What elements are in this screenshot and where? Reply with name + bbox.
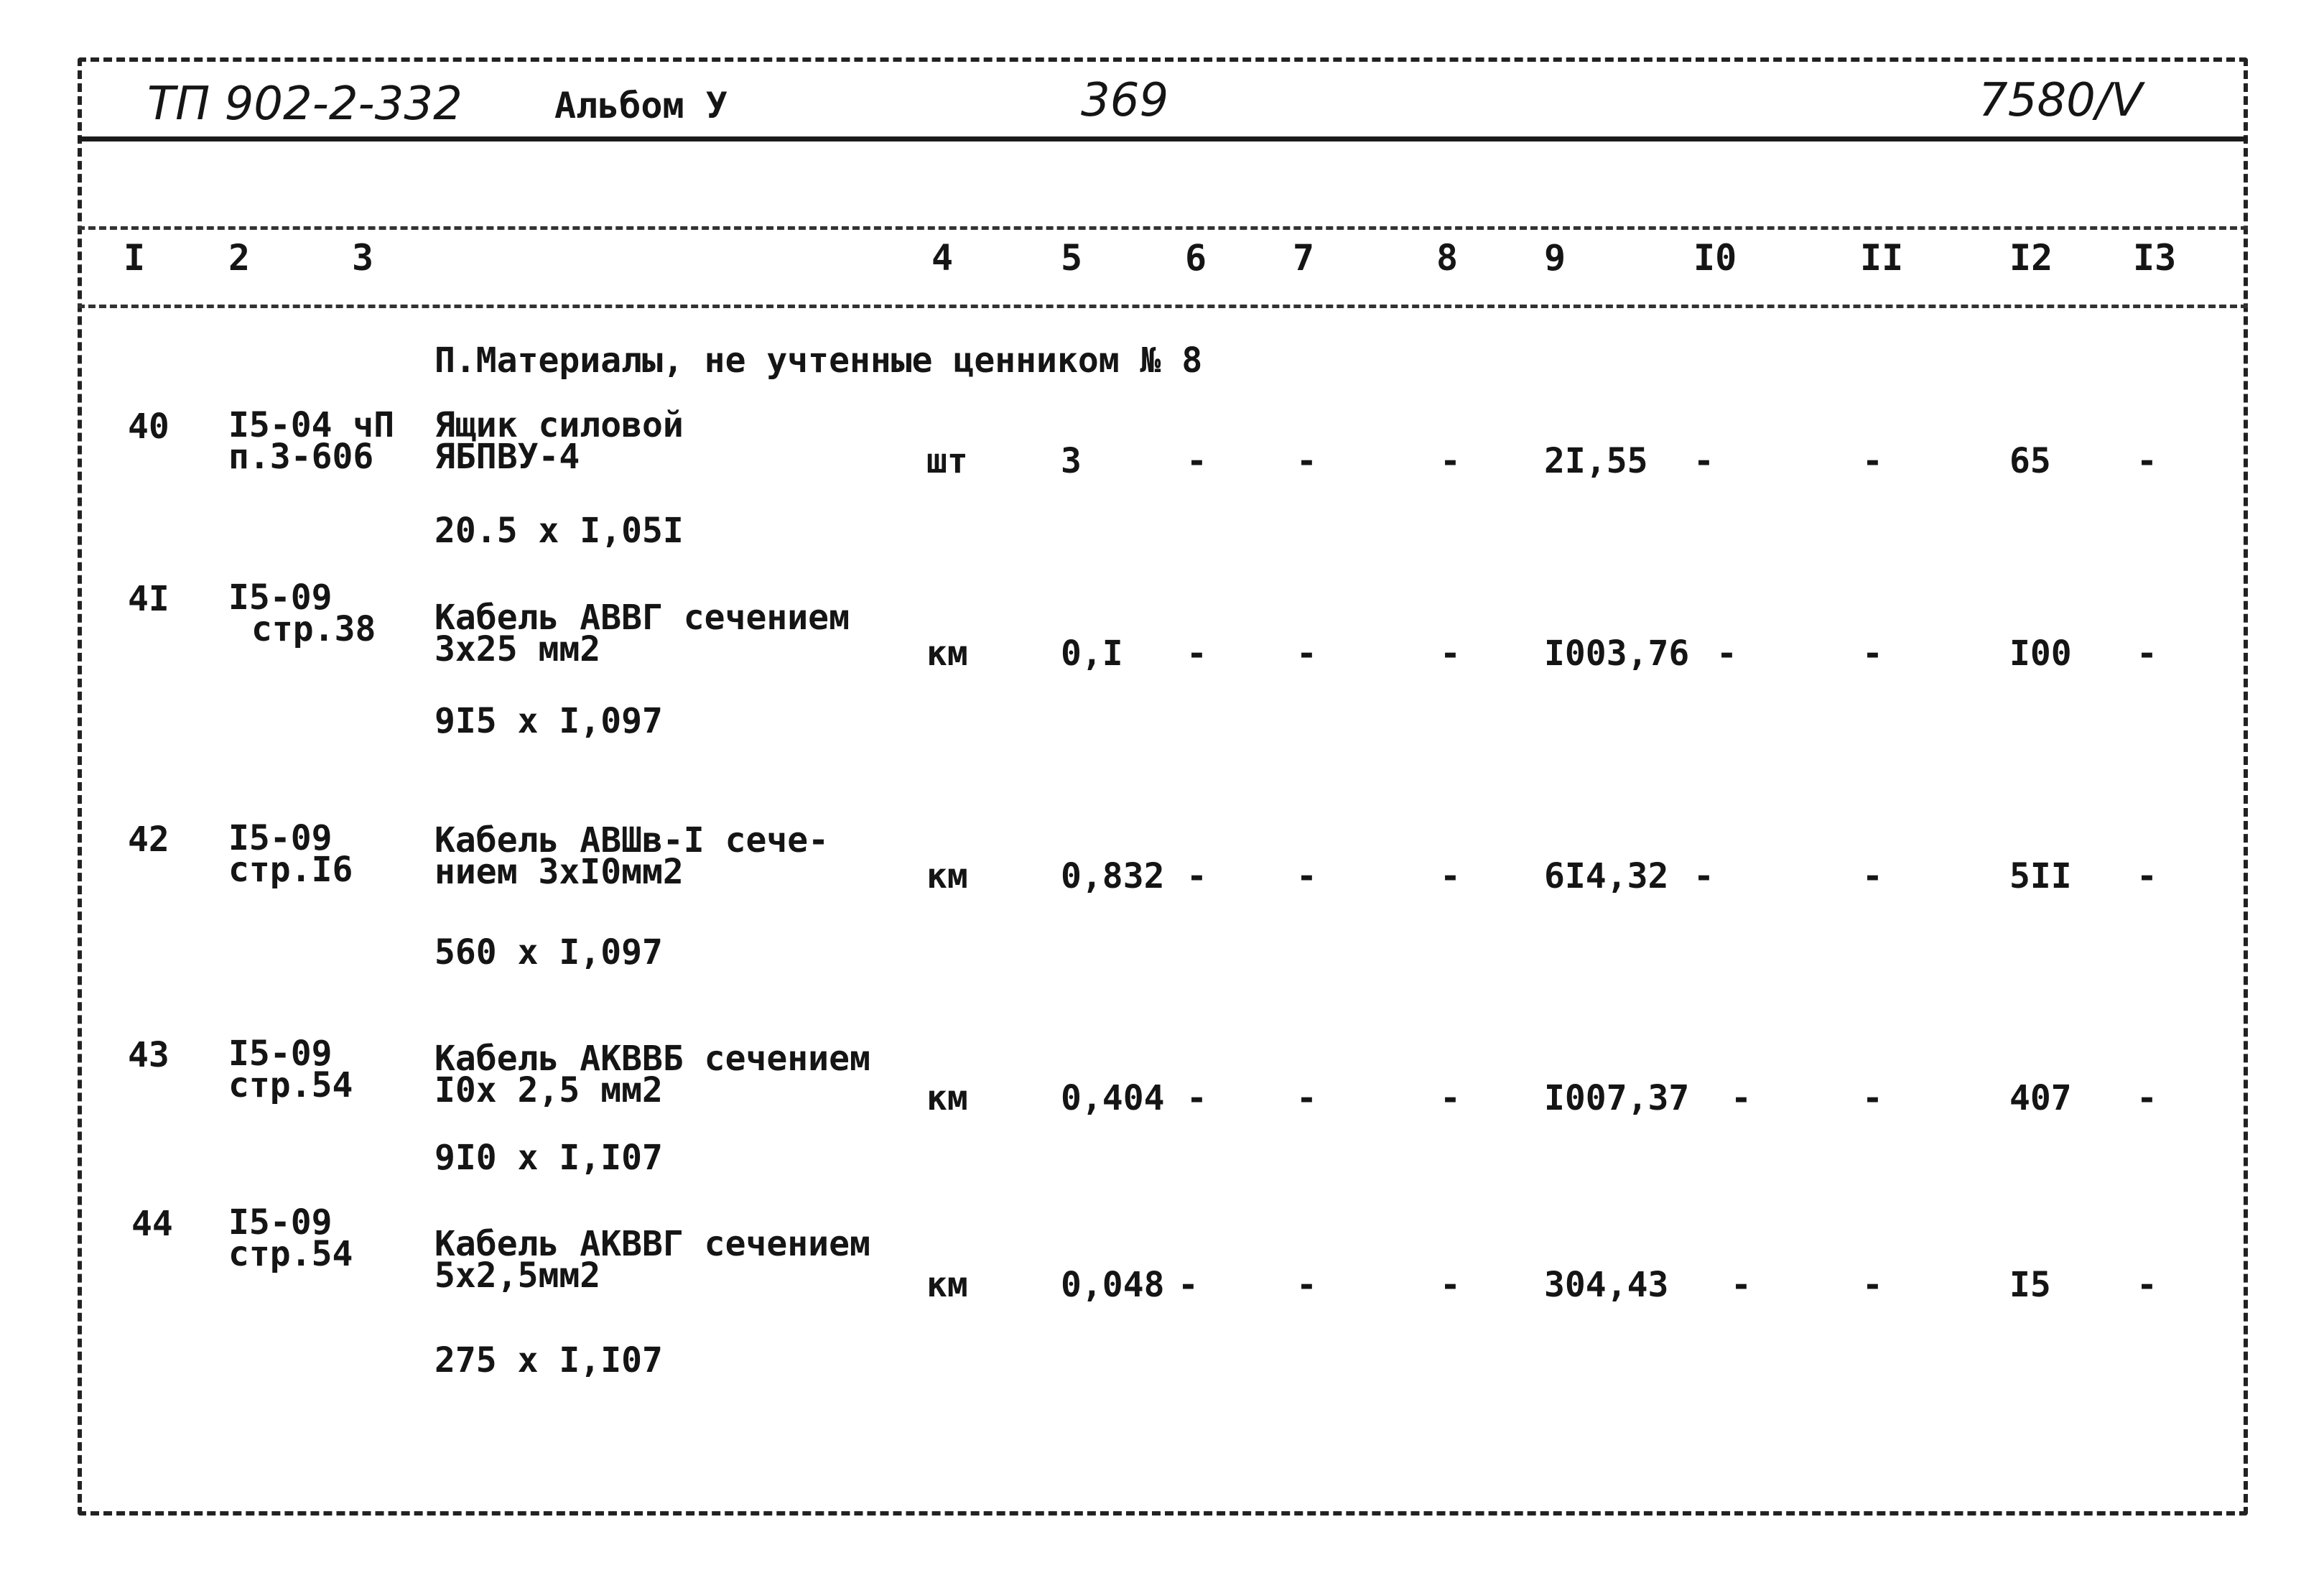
col-12-value: I5 — [2009, 1265, 2051, 1305]
unit: км — [926, 856, 968, 896]
col-header-10: I0 — [1693, 237, 1737, 279]
item-name-line-1: Ящик силовой — [434, 405, 684, 445]
col-11-value: - — [1862, 1078, 1883, 1118]
unit: шт — [926, 441, 968, 481]
item-name-line-2: ЯБПВУ-4 — [434, 437, 580, 478]
col-12-value: 65 — [2009, 441, 2051, 481]
col-11-value: - — [1862, 1265, 1883, 1305]
col-7-value: - — [1296, 633, 1317, 674]
col-11-value: - — [1862, 441, 1883, 481]
col-13-value: - — [2137, 1265, 2157, 1305]
price-code — [228, 1034, 353, 1106]
col-8-value: - — [1440, 441, 1461, 481]
col-10-value: - — [1731, 1078, 1752, 1118]
col-7-value: - — [1296, 441, 1317, 481]
album-label: Альбом У — [554, 85, 728, 126]
col-8-value: - — [1440, 1078, 1461, 1118]
price-formula: 9I0 х I,I07 — [434, 1138, 663, 1178]
col-header-8: 8 — [1436, 237, 1459, 279]
col-header-11: II — [1860, 237, 1904, 279]
col-6-value: - — [1186, 856, 1207, 896]
quantity: 3 — [1061, 441, 1082, 481]
price-code — [228, 818, 353, 891]
item-name — [434, 1039, 870, 1111]
unit-price: I003,76 — [1544, 633, 1690, 674]
unit-price: 2I,55 — [1544, 441, 1648, 481]
price-code-line-2: стр.54 — [228, 1234, 353, 1275]
project-code: ТП 902-2-332 — [147, 78, 463, 131]
col-header-13: I3 — [2133, 237, 2177, 279]
price-formula: 560 х I,097 — [434, 932, 663, 973]
price-code-line-2: стр.I6 — [228, 850, 353, 891]
item-name-line-1: Кабель АКВВБ сечением — [434, 1039, 870, 1079]
col-7-value: - — [1296, 1265, 1317, 1305]
price-code-line-1: I5-09 — [228, 1202, 333, 1243]
item-name-line-2: I0х 2,5 мм2 — [434, 1070, 663, 1111]
sheet-code: 7580/V — [1979, 74, 2143, 127]
quantity: 0,I — [1061, 633, 1123, 674]
col-header-4: 4 — [931, 237, 954, 279]
col-6-value: - — [1186, 441, 1207, 481]
item-name-line-2: 3х25 мм2 — [434, 629, 601, 670]
price-code-line-1: I5-09 — [228, 577, 333, 618]
price-code-line-1: I5-04 чП — [228, 405, 395, 445]
price-code-line-1: I5-09 — [228, 1034, 333, 1074]
col-8-value: - — [1440, 633, 1461, 674]
price-code-line-2: стр.54 — [228, 1065, 353, 1106]
col-13-value: - — [2137, 856, 2157, 896]
page-number: 369 — [1081, 74, 1169, 127]
price-code-line-2: п.3-606 — [228, 437, 374, 478]
row-number: 40 — [128, 407, 169, 447]
col-12-value: I00 — [2009, 633, 2072, 674]
col-header-3: 3 — [352, 237, 374, 279]
col-13-value: - — [2137, 441, 2157, 481]
col-header-7: 7 — [1293, 237, 1315, 279]
col-10-value: - — [1716, 633, 1737, 674]
price-code — [228, 405, 395, 478]
price-formula: 9I5 х I,097 — [434, 701, 663, 741]
col-header-9: 9 — [1544, 237, 1566, 279]
item-name — [434, 820, 829, 893]
col-12-value: 5II — [2009, 856, 2072, 896]
col-header-12: I2 — [2009, 237, 2053, 279]
price-code — [228, 577, 376, 650]
row-number: 44 — [131, 1204, 173, 1244]
col-13-value: - — [2137, 633, 2157, 674]
col-header-2: 2 — [228, 237, 251, 279]
col-6-value: - — [1186, 633, 1207, 674]
unit-price: 6I4,32 — [1544, 856, 1669, 896]
col-11-value: - — [1862, 633, 1883, 674]
col-6-value: - — [1186, 1078, 1207, 1118]
item-name-line-1: Кабель АКВВГ сечением — [434, 1224, 870, 1264]
item-name-line-1: Кабель АВВГ сечением — [434, 598, 850, 638]
unit: км — [926, 1265, 968, 1305]
col-7-value: - — [1296, 856, 1317, 896]
unit: км — [926, 633, 968, 674]
item-name-line-1: Кабель АВШв-I сече- — [434, 820, 829, 860]
item-name — [434, 598, 850, 670]
price-formula: 20.5 х I,05I — [434, 511, 684, 551]
header-rule — [78, 136, 2248, 141]
column-header-top-rule — [78, 226, 2248, 230]
item-name-line-2: нием 3хI0мм2 — [434, 852, 684, 893]
unit-price: I007,37 — [1544, 1078, 1690, 1118]
quantity: 0,832 — [1061, 856, 1165, 896]
col-7-value: - — [1296, 1078, 1317, 1118]
row-number: 42 — [128, 820, 169, 860]
price-code-line-1: I5-09 — [228, 818, 333, 858]
price-code-line-2: стр.38 — [251, 609, 376, 650]
row-number: 4I — [128, 579, 169, 619]
col-6-value: - — [1178, 1265, 1199, 1305]
col-10-value: - — [1693, 441, 1714, 481]
col-10-value: - — [1731, 1265, 1752, 1305]
col-header-5: 5 — [1061, 237, 1083, 279]
col-10-value: - — [1693, 856, 1714, 896]
section-title: П.Материалы, не учтенные ценником № 8 — [434, 340, 1203, 381]
col-12-value: 407 — [2009, 1078, 2072, 1118]
unit: км — [926, 1078, 968, 1118]
quantity: 0,048 — [1061, 1265, 1165, 1305]
column-header-bottom-rule — [78, 305, 2248, 308]
col-13-value: - — [2137, 1078, 2157, 1118]
item-name — [434, 405, 684, 478]
item-name-line-2: 5х2,5мм2 — [434, 1256, 601, 1296]
row-number: 43 — [128, 1035, 169, 1075]
price-code — [228, 1202, 353, 1275]
col-8-value: - — [1440, 1265, 1461, 1305]
col-header-1: I — [124, 237, 146, 279]
col-8-value: - — [1440, 856, 1461, 896]
col-11-value: - — [1862, 856, 1883, 896]
price-formula: 275 х I,I07 — [434, 1340, 663, 1380]
unit-price: 304,43 — [1544, 1265, 1669, 1305]
quantity: 0,404 — [1061, 1078, 1165, 1118]
item-name — [434, 1224, 870, 1296]
col-header-6: 6 — [1185, 237, 1207, 279]
